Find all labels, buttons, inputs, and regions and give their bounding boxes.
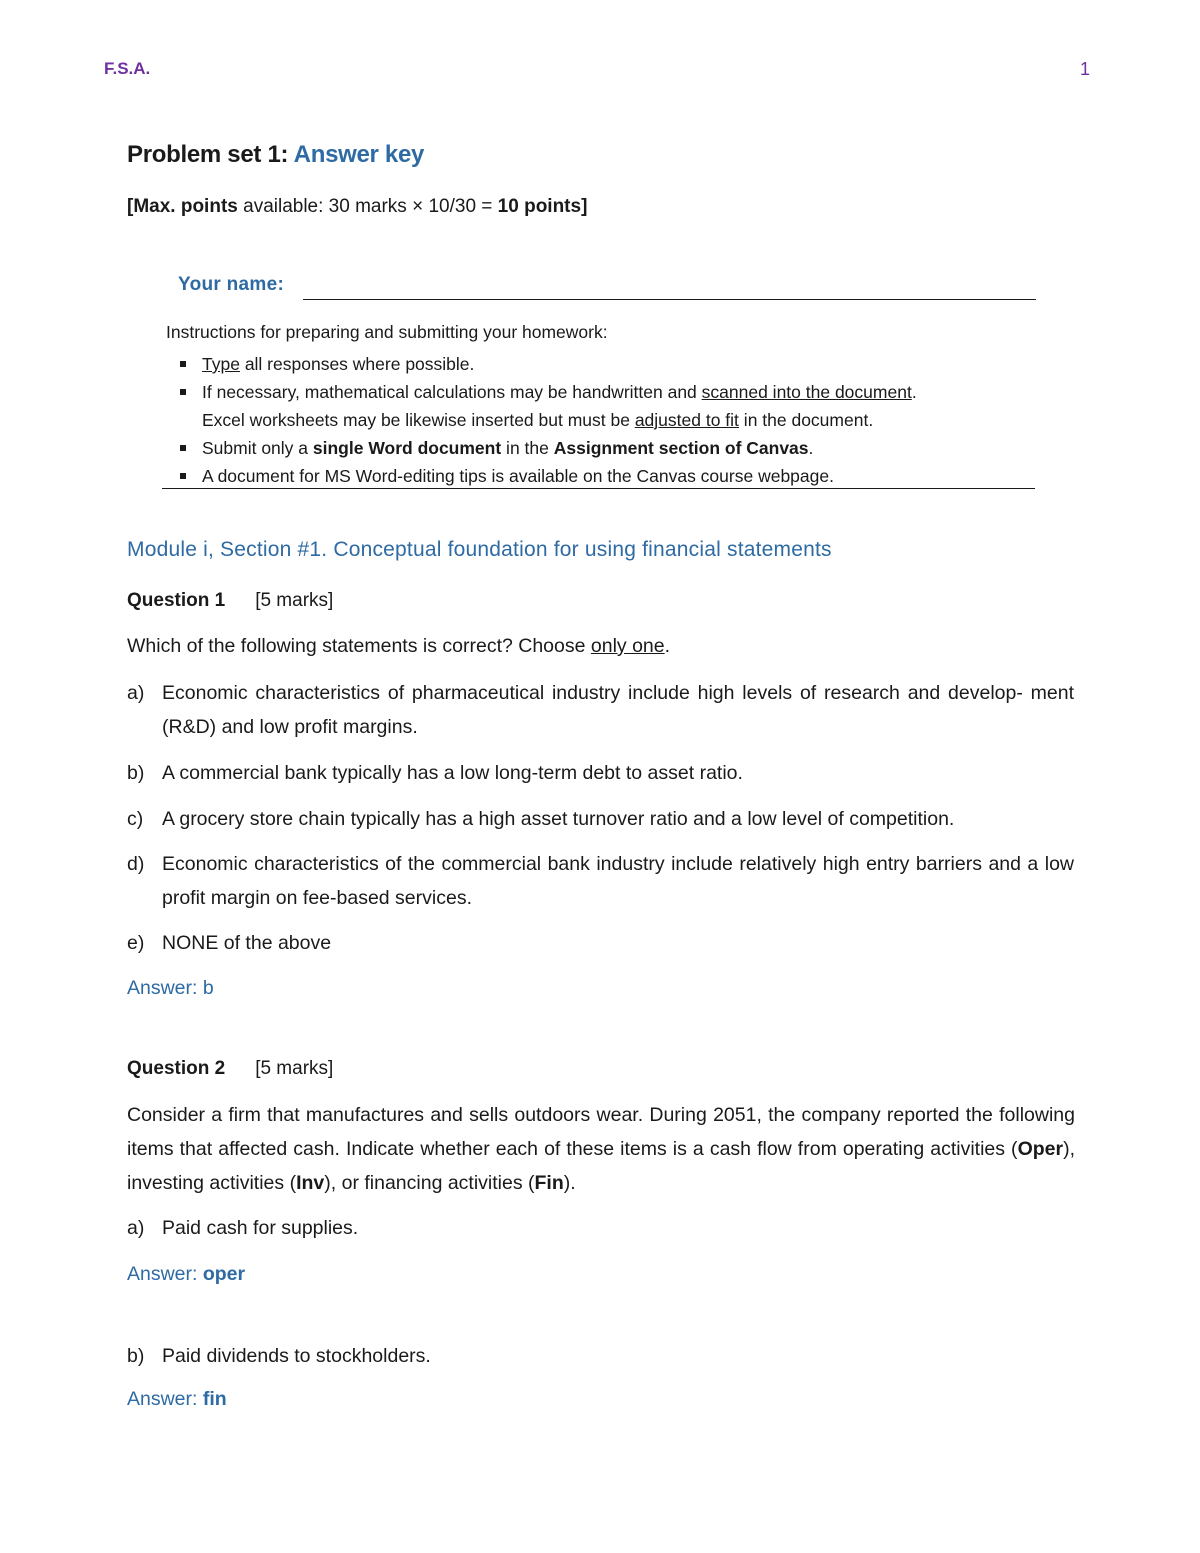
- answer-prefix: Answer:: [127, 1388, 203, 1410]
- option-text: Economic characteristics of pharmaceutical industry include high levels of research and develop- ment (R&D) and low profit margins.: [162, 682, 1074, 738]
- instruction-text: all responses where possible.: [239, 354, 475, 374]
- instruction-text: in the: [501, 438, 554, 458]
- item-label: a): [127, 1217, 145, 1239]
- instruction-text: .: [911, 382, 917, 402]
- option-label: d): [127, 853, 145, 875]
- points-bold-max: Max. points: [133, 196, 238, 217]
- question-1-answer: Answer: b: [127, 977, 214, 999]
- page-number: 1: [1080, 59, 1091, 79]
- instruction-bold: single Word document: [312, 438, 502, 458]
- question-2-heading: [127, 1058, 333, 1080]
- question-2-prompt: [127, 1098, 1075, 1200]
- option-text: A grocery store chain typically has a high asset turnover ratio and a low level of competition.: [162, 808, 955, 830]
- option-text: A commercial bank typically has a low long-term debt to asset ratio.: [162, 762, 743, 784]
- points-mid: available: 30 marks × 10/30 =: [237, 196, 498, 217]
- question-1-prompt: [127, 635, 670, 658]
- option-text: NONE of the above: [162, 932, 332, 954]
- points-close: ]: [581, 196, 588, 217]
- prompt-underline: only one: [590, 635, 665, 657]
- item-text: Paid cash for supplies.: [162, 1217, 359, 1239]
- prompt-text: ).: [563, 1172, 576, 1194]
- prompt-text: .: [664, 635, 671, 657]
- page-title: [127, 141, 424, 169]
- option-text: Economic characteristics of the commercial bank industry include relatively high entry barriers and a low profit margin on fee-based services.: [162, 853, 1074, 909]
- instructions-list: [178, 350, 917, 490]
- instruction-item: [178, 350, 917, 378]
- question-marks: [5 marks]: [255, 1058, 334, 1079]
- prompt-text: Which of the following statements is correct? Choose: [127, 635, 591, 657]
- points-bold-total: 10 points: [497, 196, 582, 217]
- instruction-underline: Type: [202, 354, 240, 374]
- question-marks: [5 marks]: [255, 590, 334, 611]
- item-label: b): [127, 1345, 145, 1367]
- option-label: a): [127, 682, 145, 704]
- instruction-text: Excel worksheets may be likewise inserted but must be: [202, 410, 635, 430]
- question-1-heading: [127, 590, 333, 612]
- prompt-bold: Inv: [296, 1172, 325, 1194]
- instruction-text: Submit only a: [202, 438, 313, 458]
- answer-value: fin: [202, 1388, 227, 1410]
- option-label: e): [127, 932, 145, 954]
- points-open: [: [127, 196, 134, 217]
- section-heading: Module i, Section #1. Conceptual foundation for using financial statements: [127, 538, 832, 561]
- instructions-divider: [162, 488, 1035, 489]
- question-label: Question 1: [127, 590, 226, 611]
- title-main: Problem set 1:: [127, 141, 289, 168]
- instruction-text: in the document.: [738, 410, 874, 430]
- header-title: F.S.A.: [104, 59, 151, 78]
- instruction-item-continued: [178, 406, 917, 434]
- instruction-underline: adjusted to fit: [634, 410, 739, 430]
- instruction-item: [178, 434, 917, 462]
- prompt-text: ), investing activities (: [127, 1138, 1075, 1194]
- instruction-text: A document for MS Word-editing tips is available on the Canvas course webpage.: [202, 466, 834, 486]
- option-label: c): [127, 808, 144, 830]
- instruction-item: [178, 378, 917, 406]
- instruction-text: If necessary, mathematical calculations may be handwritten and: [202, 382, 702, 402]
- prompt-bold: Oper: [1017, 1138, 1064, 1160]
- item-text: Paid dividends to stockholders.: [162, 1345, 431, 1367]
- name-input-line[interactable]: [303, 299, 1036, 300]
- prompt-bold: Fin: [534, 1172, 564, 1194]
- instruction-underline: scanned into the document: [701, 382, 912, 402]
- prompt-text: Consider a firm that manufactures and sells outdoors wear. During 2051, the company reported the following items that affected cash. Indicate whether each of these items is a cash flow from operating activities (: [127, 1104, 1075, 1160]
- title-accent: Answer key: [293, 141, 425, 168]
- instruction-text: .: [808, 438, 814, 458]
- item-a-answer: [127, 1263, 245, 1286]
- points-line: [127, 196, 587, 218]
- prompt-text: ), or financing activities (: [324, 1172, 535, 1194]
- instruction-bold: Assignment section of Canvas: [553, 438, 809, 458]
- item-b-answer: [127, 1388, 227, 1411]
- question-label: Question 2: [127, 1058, 226, 1079]
- instructions-heading: Instructions for preparing and submitting your homework:: [166, 322, 608, 342]
- instruction-item: [178, 462, 917, 490]
- answer-prefix: Answer:: [127, 1263, 203, 1285]
- answer-value: oper: [202, 1263, 246, 1285]
- name-label: Your name:: [178, 274, 285, 295]
- option-label: b): [127, 762, 145, 784]
